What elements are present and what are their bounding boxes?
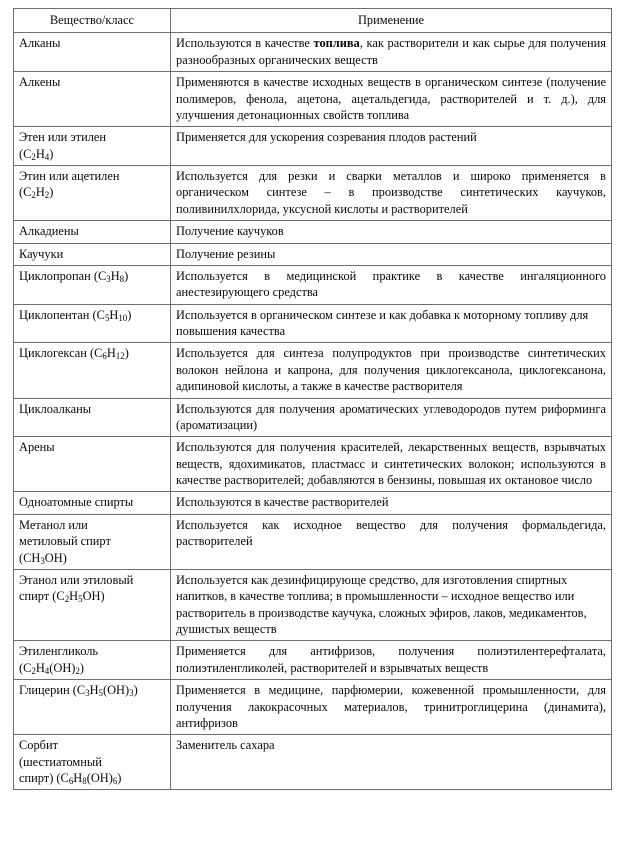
table-row [14, 398, 612, 437]
column-header-application: Применение [171, 9, 612, 33]
table-header-row [14, 9, 612, 33]
cell-application: Применяется в медицине, парфюмерии, кожевенной промышленности, для получения лакокрасочных материалов, тринитроглицерина (динамита), антифризов [171, 680, 612, 735]
cell-substance: Глицерин $(C_3H_5(OH)_3)$ [14, 680, 171, 735]
table-row [14, 127, 612, 166]
table-row [14, 343, 612, 398]
cell-substance: Циклогексан $(C_6H_{12})$ [14, 343, 171, 398]
column-header-substance: Вещество/класс [14, 9, 171, 33]
cell-application: Используется как исходное вещество для получения формальдегида, растворителей [171, 514, 612, 569]
table-header [14, 9, 612, 33]
cell-substance: Этин или ацетилен $(C_2H_2)$ [14, 166, 171, 221]
cell-application: Используются для получения ароматических углеводородов путем риформинга (ароматизации) [171, 398, 612, 437]
cell-substance: Каучуки [14, 243, 171, 265]
table-row [14, 735, 612, 790]
cell-substance: Алкены [14, 72, 171, 127]
cell-substance: Метанол или метиловый спирт $(CH_3OH)$ [14, 514, 171, 569]
cell-application: Применяется для антифризов, получения полиэтилентерефталата, полиэтиленгликолей, растворителей и взрывчатых веществ [171, 641, 612, 680]
table-body [14, 33, 612, 790]
table-row [14, 243, 612, 265]
cell-application: Используется в медицинской практике в качестве ингаляционного анестезирующего средства [171, 265, 612, 304]
cell-substance: Этен или этилен $(C_2H_4)$ [14, 127, 171, 166]
cell-substance: Одноатомные спирты [14, 492, 171, 514]
cell-substance: Этанол или этиловый спирт $(C_2H_5OH)$ [14, 569, 171, 641]
cell-substance: Сорбит (шестиатомный спирт) $(C_6H_8(OH)_6)$ [14, 735, 171, 790]
cell-application: Используется как дезинфицирующе средство, для изготовления спиртных напитков, в качестве топлива; в промышленности – исходное вещество или растворитель в производстве каучука, сложных эфиров, лаков, медикаментов, душистых веществ [171, 569, 612, 641]
table-row [14, 492, 612, 514]
cell-application: Используется для резки и сварки металлов и широко применяется в органическом синтезе – в производстве синтетических каучуков, поливинилхлорида, уксусной кислоты и растворителей [171, 166, 612, 221]
cell-substance: Этиленгликоль $(C_2H_4(OH)_2)$ [14, 641, 171, 680]
cell-application: Получение резины [171, 243, 612, 265]
table-row [14, 72, 612, 127]
table-row [14, 641, 612, 680]
cell-application: Применяется для ускорения созревания плодов растений [171, 127, 612, 166]
substance-usage-table [13, 8, 612, 790]
cell-application: Заменитель сахара [171, 735, 612, 790]
table-row [14, 680, 612, 735]
cell-application: Применяются в качестве исходных веществ в органическом синтезе (получение полимеров, фенола, ацетона, ацетальдегида, растворителей и т. д.), для улучшения детонационных свойств топлива [171, 72, 612, 127]
cell-substance: Циклопропан $(C_3H_8)$ [14, 265, 171, 304]
cell-substance: Циклопентан $(C_5H_{10})$ [14, 304, 171, 343]
cell-application: Используются в качестве растворителей [171, 492, 612, 514]
cell-application: Используется для синтеза полупродуктов при производстве синтетических волокон нейлона и капрона, для получения циклогексанола, циклогексанона, адипиновой кислоты, а также в качестве растворителя [171, 343, 612, 398]
table-row [14, 437, 612, 492]
cell-application: Получение каучуков [171, 221, 612, 243]
table-row [14, 166, 612, 221]
table-row [14, 304, 612, 343]
table-row [14, 514, 612, 569]
table-row [14, 221, 612, 243]
cell-application: Используется в органическом синтезе и как добавка к моторному топливу для повышения качества [171, 304, 612, 343]
cell-application: Используются для получения красителей, лекарственных веществ, взрывчатых веществ, ядохимикатов, пластмасс и синтетических волокон; используются в качестве растворителей; добавляются в бензины, повышая их октановое число [171, 437, 612, 492]
table-row [14, 33, 612, 72]
table-row [14, 569, 612, 641]
cell-application: Используются в качестве топлива, как растворители и как сырье для получения разнообразных органических веществ [171, 33, 612, 72]
cell-substance: Арены [14, 437, 171, 492]
cell-substance: Алкадиены [14, 221, 171, 243]
cell-substance: Циклоалканы [14, 398, 171, 437]
cell-substance: Алканы [14, 33, 171, 72]
table-row [14, 265, 612, 304]
